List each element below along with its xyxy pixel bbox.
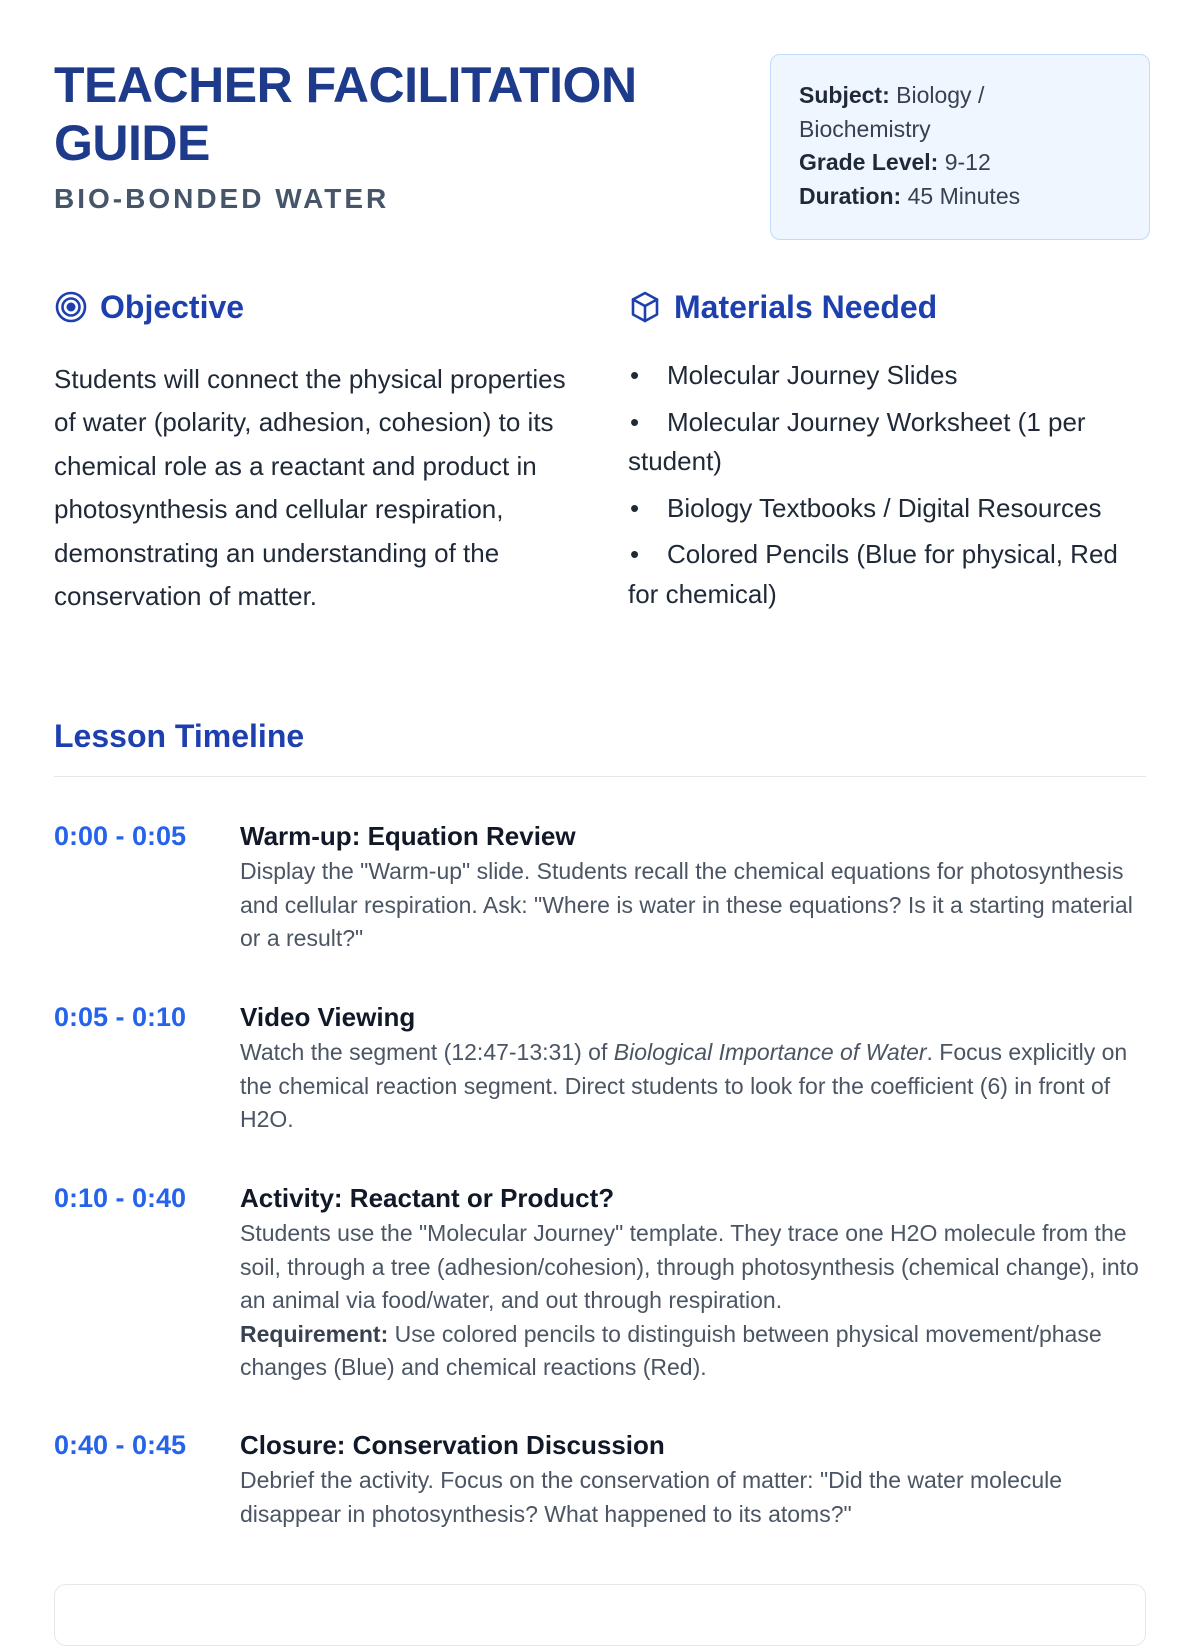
timeline-time: 0:00 - 0:05 [54,821,187,851]
subject-label: Subject: [799,82,890,108]
timeline-body [240,1428,1146,1531]
box-icon [628,290,662,324]
timeline-time: 0:05 - 0:10 [54,1002,187,1032]
materials-heading-label: Materials Needed [674,289,938,325]
timeline-body [240,1181,1146,1385]
guide-header [54,52,1146,252]
timeline-heading: Lesson Timeline [54,718,305,754]
next-section-box [54,1584,1146,1646]
duration-line [799,180,1121,214]
requirement-label: Requirement: [240,1320,389,1347]
grade-label: Grade Level: [799,149,939,175]
subject-line [799,79,1121,146]
requirement-text: Use colored pencils to distinguish between physical movement/phase changes (Blue) and chemical reactions (Red). [240,1320,1102,1380]
materials-list [628,356,1146,621]
timeline-title: Activity: Reactant or Product? [240,1183,615,1213]
bullet: • [630,360,640,390]
material-item-label: Molecular Journey Slides [667,360,958,390]
material-item-label: Molecular Journey Worksheet (1 per student) [628,406,1086,476]
bullet: • [630,492,640,523]
video-title: Biological Importance of Water [613,1039,927,1065]
list-item [628,535,1146,614]
timeline-body [240,1000,1146,1137]
material-item-label: Colored Pencils (Blue for physical, Red for chemical) [628,539,1118,609]
list-item [628,356,1146,396]
timeline-divider [54,776,1146,777]
objective-heading [54,287,244,327]
description-text: . Focus explicitly on the chemical reaction segment. Direct students to look for the coefficient (6) in front of H2O. [240,1039,1128,1132]
timeline-description [240,1036,1146,1137]
duration-label: Duration: [799,182,902,209]
timeline-description [240,1217,1146,1385]
lesson-meta-box [770,54,1150,240]
objective-heading-label: Objective [100,289,245,325]
description-text: Watch the segment (12:47-13:31) of [240,1039,614,1065]
timeline-title: Video Viewing [240,1002,416,1032]
page-title: TEACHER FACILITATION GUIDE [54,57,637,171]
bullet: • [630,539,640,569]
facilitation-guide-page [54,0,1146,1600]
page-subtitle: BIO-BONDED WATER [54,183,390,214]
timeline-time: 0:10 - 0:40 [54,1183,187,1213]
list-item [628,489,1146,529]
timeline-title: Closure: Conservation Discussion [240,1430,665,1460]
grade-line [799,146,1121,180]
material-item-label: Biology Textbooks / Digital Resources [667,492,1102,523]
timeline-title: Warm-up: Equation Review [240,821,576,851]
bullet: • [630,406,640,437]
timeline-description: Display the "Warm-up" slide. Students recall the chemical equations for photosynthesis and cellular respiration. Ask: "Where is water in these equations? Is it a starting material or a result?" [240,858,1133,951]
timeline-description: Debrief the activity. Focus on the conservation of matter: "Did the water molecule disappear in photosynthesis? What happened to its atoms?" [240,1467,1063,1527]
grade-value: 9-12 [944,149,991,175]
timeline-body [240,819,1146,956]
objective-text: Students will connect the physical properties of water (polarity, adhesion, cohesion) to its chemical role as a reactant and product in photosynthesis and cellular respiration, demonstrating an understanding of the conservation of matter. [54,364,566,612]
duration-value: 45 Minutes [907,182,1021,209]
timeline-time: 0:40 - 0:45 [54,1430,187,1460]
description-text: Students use the "Molecular Journey" template. They trace one H2O molecule from the soil, through a tree (adhesion/cohesion), through photosynthesis (chemical change), into an animal via food/water, and out through respiration. [240,1220,1139,1313]
target-icon [54,290,88,324]
list-item [628,403,1146,482]
materials-heading [628,287,937,327]
subject-value: Biology / Biochemistry [799,82,985,142]
